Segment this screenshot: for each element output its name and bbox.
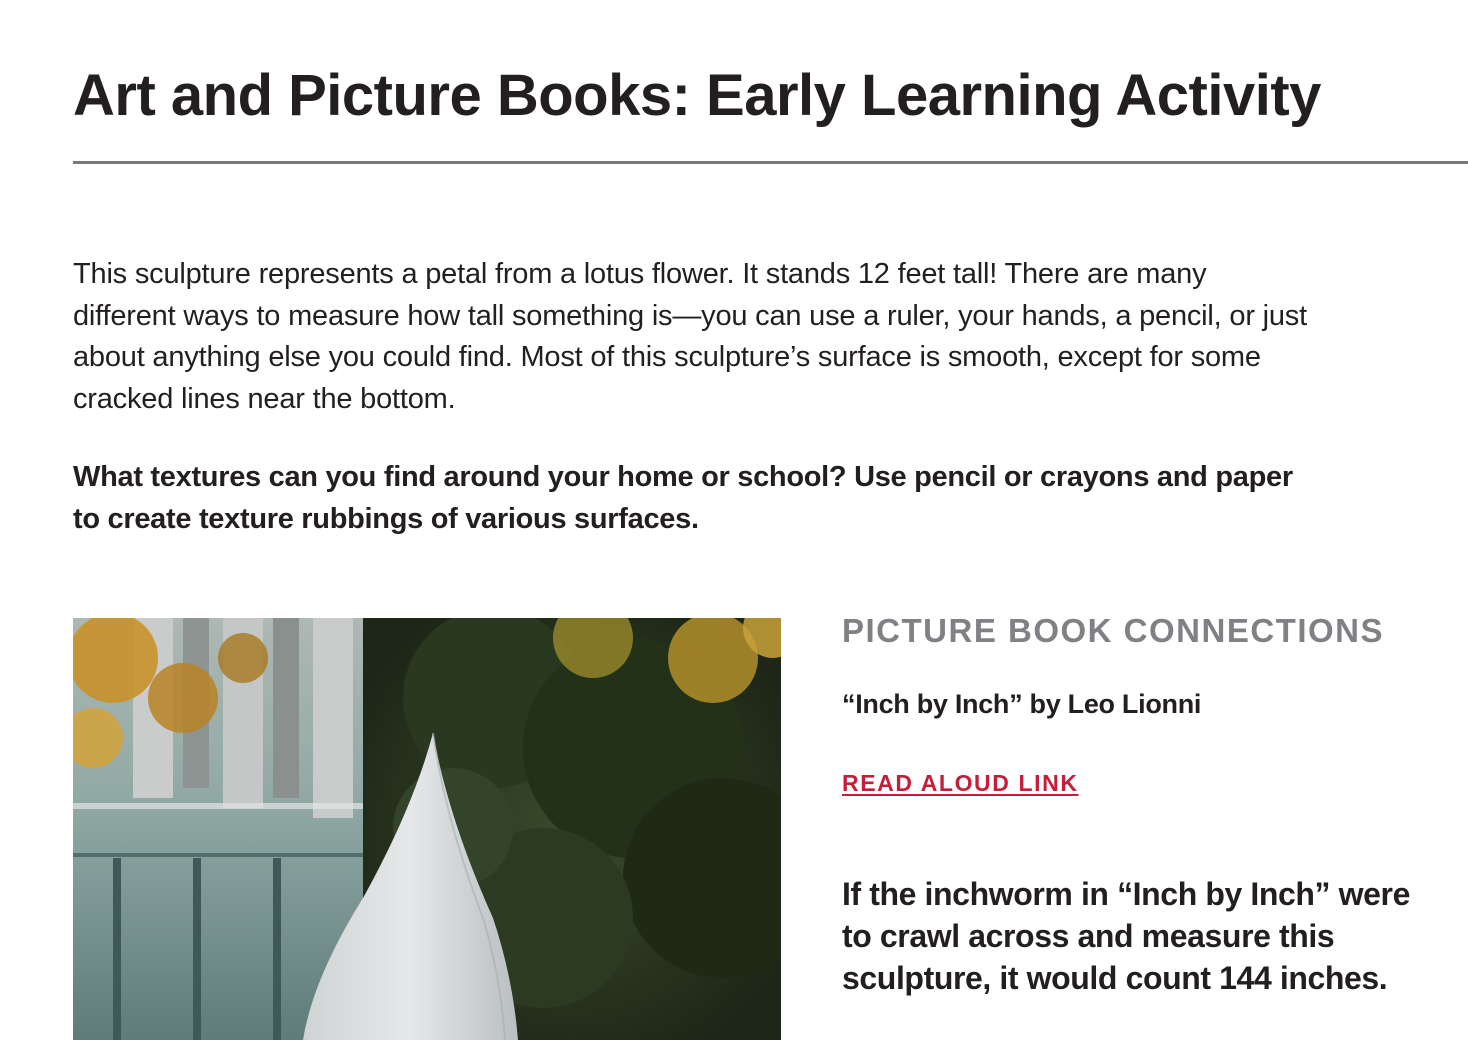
page-title: Art and Picture Books: Early Learning Activity (73, 63, 1321, 128)
book-credit: “Inch by Inch” by Leo Lionni (842, 689, 1202, 719)
read-aloud-link[interactable]: READ ALOUD LINK (842, 770, 1079, 796)
intro-paragraph: This sculpture represents a petal from a lotus flower. It stands 12 feet tall! There are many different ways to measure how tall something is—you can use a ruler, your hands, a pencil, or just about anything else you could find. Most of this sculpture’s surface is smooth, except for some cracked lines near the bottom. (73, 258, 1307, 415)
title-divider (73, 161, 1468, 164)
inchworm-note: If the inchworm in “Inch by Inch” were to crawl across and measure this sculpture, it would count 144 inches. (842, 876, 1410, 996)
picture-book-connections-heading: PICTURE BOOK CONNECTIONS (842, 612, 1385, 649)
activity-prompt: What textures can you find around your home or school? Use pencil or crayons and paper to create texture rubbings of various surfaces. (73, 461, 1293, 535)
sculpture-photo (73, 618, 781, 1040)
